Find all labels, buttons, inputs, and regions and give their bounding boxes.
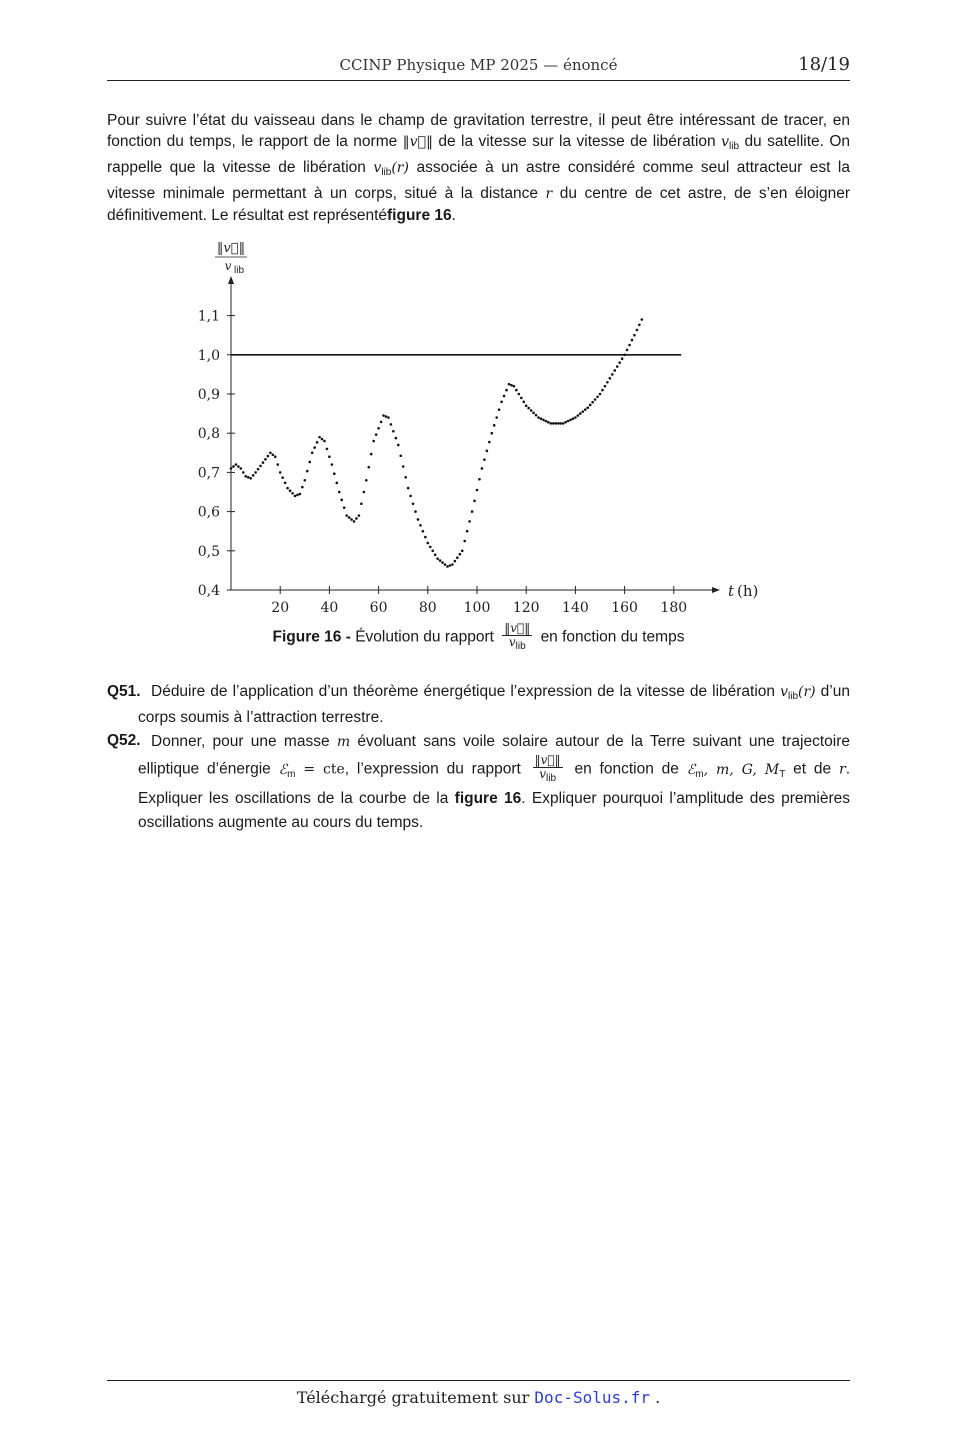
data-point: [281, 476, 284, 479]
intro-text-3: du satellite. On rappelle que la vitesse de libération: [107, 133, 851, 176]
data-point: [581, 410, 584, 413]
data-point: [564, 421, 567, 424]
intro-text-2: de la vitesse sur la vitesse de libération: [438, 133, 716, 150]
data-point: [365, 479, 368, 482]
page-header: [107, 54, 850, 81]
y-axis-label-numerator: ‖v⃗‖: [216, 241, 246, 256]
data-point: [431, 550, 434, 553]
data-point: [414, 510, 417, 513]
data-point: [486, 450, 489, 453]
data-points: [230, 318, 643, 568]
data-point: [525, 404, 528, 407]
data-point: [318, 436, 321, 439]
data-point: [353, 520, 356, 523]
data-point: [493, 424, 496, 427]
data-point: [385, 415, 388, 418]
data-point: [345, 514, 348, 517]
data-point: [500, 401, 503, 404]
x-tick-label: 100: [463, 600, 491, 616]
data-point: [417, 518, 420, 521]
data-point: [589, 404, 592, 407]
data-point: [240, 467, 243, 470]
data-point: [552, 422, 555, 425]
data-point: [458, 553, 461, 556]
data-point: [527, 407, 530, 410]
data-point: [363, 491, 366, 494]
data-point: [562, 422, 565, 425]
data-point: [446, 565, 449, 568]
data-point: [547, 421, 550, 424]
data-point: [257, 468, 260, 471]
data-point: [286, 487, 289, 490]
y-axis-arrow: [228, 276, 234, 284]
data-point: [478, 478, 481, 481]
data-point: [483, 458, 486, 461]
data-point: [372, 440, 375, 443]
data-point: [254, 471, 257, 474]
data-point: [567, 420, 570, 423]
data-point: [641, 318, 644, 321]
data-point: [367, 466, 370, 469]
data-point: [313, 446, 316, 449]
x-tick-label: 120: [512, 600, 540, 616]
y-tick-label: 0,9: [197, 387, 220, 403]
data-point: [468, 520, 471, 523]
data-point: [621, 357, 624, 360]
data-point: [370, 453, 373, 456]
data-point: [591, 401, 594, 404]
data-point: [380, 421, 383, 424]
data-point: [569, 419, 572, 422]
data-point: [606, 381, 609, 384]
data-point: [518, 393, 521, 396]
data-point: [289, 489, 292, 492]
data-point: [424, 536, 427, 539]
data-point: [532, 412, 535, 415]
data-point: [530, 409, 533, 412]
data-point: [545, 420, 548, 423]
data-point: [355, 517, 358, 520]
data-point: [505, 389, 508, 392]
data-point: [304, 479, 307, 482]
data-point: [311, 452, 314, 455]
y-axis-label-sub: lib: [234, 265, 245, 276]
x-tick-label: 60: [369, 600, 388, 616]
data-point: [510, 384, 513, 387]
data-point: [454, 560, 457, 563]
data-point: [328, 455, 331, 458]
data-point: [441, 561, 444, 564]
data-point: [235, 463, 238, 466]
data-point: [358, 514, 361, 517]
data-point: [520, 397, 523, 400]
data-point: [348, 516, 351, 519]
data-point: [338, 491, 341, 494]
question-label: Q52.: [107, 732, 141, 749]
data-point: [557, 422, 560, 425]
data-point: [604, 385, 607, 388]
data-point: [535, 414, 538, 417]
data-point: [594, 398, 597, 401]
data-point: [294, 495, 297, 498]
data-point: [252, 474, 255, 477]
data-point: [577, 414, 580, 417]
data-point: [326, 448, 329, 451]
data-point: [404, 476, 407, 479]
data-point: [636, 329, 639, 332]
x-tick-label: 20: [271, 600, 290, 616]
data-point: [586, 406, 589, 409]
data-point: [481, 467, 484, 470]
chart-axes: [228, 276, 720, 593]
data-point: [542, 419, 545, 422]
x-tick-label: 160: [611, 600, 638, 616]
data-point: [633, 334, 636, 337]
y-tick-label: 1,0: [197, 347, 220, 364]
data-point: [301, 486, 304, 489]
page-number: 18/19: [798, 54, 850, 75]
axis-labels: [215, 241, 758, 600]
data-point: [264, 458, 267, 461]
data-point: [333, 472, 336, 475]
data-point: [331, 463, 334, 466]
data-point: [409, 495, 412, 498]
doc-solus-link[interactable]: Doc-Solus.fr: [534, 1388, 651, 1407]
data-point: [456, 556, 459, 559]
data-point: [613, 369, 616, 372]
data-point: [306, 470, 309, 473]
y-tick-label: 0,4: [197, 583, 220, 599]
data-point: [498, 408, 501, 411]
y-tick-label: 0,5: [197, 543, 220, 560]
data-point: [316, 441, 319, 444]
data-point: [584, 408, 587, 411]
intro-text-1: Pour suivre l’état du vaisseau dans le champ de gravitation terrestre, il peut être intéressant de tracer, en fonction du temps, le rapport de la norme: [107, 112, 850, 150]
data-point: [463, 540, 466, 543]
data-point: [522, 401, 525, 404]
y-axis-label-denominator: v: [224, 259, 232, 273]
data-point: [616, 365, 619, 368]
caption-fraction: $\frac{‖v⃗‖}{v_{lib}}$: [504, 621, 531, 652]
data-point: [444, 563, 447, 566]
data-point: [599, 393, 602, 396]
data-point: [237, 465, 240, 468]
figure-16-chart: [180, 228, 780, 628]
data-point: [488, 441, 491, 444]
y-tick-label: 0,8: [197, 426, 220, 443]
data-point: [429, 546, 432, 549]
y-tick-label: 0,7: [197, 465, 220, 482]
data-point: [449, 564, 452, 567]
data-point: [466, 530, 469, 533]
data-point: [540, 417, 543, 420]
data-point: [262, 461, 265, 464]
data-point: [596, 395, 599, 398]
intro-text-5: du centre de cet astre, de s’en éloigner définitivement. Le résultat est représenté: [107, 185, 850, 224]
data-point: [269, 452, 272, 455]
data-point: [387, 416, 390, 419]
data-point: [503, 395, 506, 398]
data-point: [574, 416, 577, 419]
norm-v-symbol: ‖v⃗‖: [402, 134, 433, 150]
question-label: Q51.: [107, 683, 141, 700]
data-point: [419, 524, 422, 527]
data-point: [513, 385, 516, 388]
x-tick-label: 180: [660, 600, 688, 616]
data-point: [439, 559, 442, 562]
data-point: [323, 440, 326, 443]
data-point: [242, 471, 245, 474]
data-point: [618, 361, 621, 364]
y-tick-label: 1,1: [197, 308, 220, 325]
data-point: [412, 502, 415, 505]
data-point: [399, 454, 402, 457]
data-point: [628, 344, 631, 347]
data-point: [631, 339, 634, 342]
caption-label: Figure 16 -: [272, 628, 351, 646]
data-point: [343, 506, 346, 509]
data-point: [267, 455, 270, 458]
data-point: [402, 465, 405, 468]
data-point: [291, 492, 294, 495]
data-point: [395, 437, 398, 440]
data-point: [623, 354, 626, 357]
data-point: [299, 493, 302, 496]
header-title: CCINP Physique MP 2025 — énoncé: [339, 56, 618, 74]
data-point: [232, 465, 235, 468]
data-point: [272, 453, 275, 456]
data-point: [397, 444, 400, 447]
data-point: [473, 500, 476, 503]
data-point: [451, 563, 454, 566]
data-point: [350, 518, 353, 521]
data-point: [276, 463, 279, 466]
x-tick-label: 80: [418, 600, 437, 616]
x-tick-label: 40: [320, 600, 339, 616]
data-point: [321, 438, 324, 441]
figure-reference: figure 16: [387, 207, 452, 224]
data-point: [476, 489, 479, 492]
data-point: [296, 494, 299, 497]
data-point: [284, 482, 287, 485]
data-point: [638, 323, 641, 326]
y-tick-label: 0,6: [197, 504, 220, 521]
data-point: [247, 476, 250, 479]
vlib-symbol: $v_{lib}$: [721, 134, 740, 152]
data-point: [508, 383, 511, 386]
data-point: [382, 414, 385, 417]
r-symbol: r: [545, 186, 553, 202]
data-point: [550, 422, 553, 425]
data-point: [559, 422, 562, 425]
data-point: [422, 530, 425, 533]
x-axis-label: t: [728, 582, 735, 600]
x-tick-label: 140: [562, 600, 589, 616]
data-point: [436, 557, 439, 560]
data-point: [461, 550, 464, 553]
data-point: [611, 373, 614, 376]
data-point: [308, 461, 311, 464]
question-51: Q51. Déduire de l’application d’un théorème énergétique l’expression de la vitesse de libération $v_{lib}(r)$ d’un corps soumis à l’attraction terrestre.: [107, 683, 850, 726]
data-point: [340, 499, 343, 502]
data-point: [579, 412, 582, 415]
data-point: [537, 416, 540, 419]
data-point: [407, 487, 410, 490]
data-point: [490, 432, 493, 435]
data-point: [495, 416, 498, 419]
data-point: [279, 471, 282, 474]
figure-caption: Figure 16 - Évolution du rapport $\frac{‖v⃗‖}{v_{lib}}$ en fonction du temps: [272, 621, 685, 652]
vlib-r-symbol: $v_{lib}(r)$: [373, 160, 409, 178]
x-axis-arrow: [712, 587, 720, 593]
data-point: [601, 389, 604, 392]
data-point: [259, 465, 262, 468]
x-axis-unit: (h): [737, 582, 759, 600]
data-point: [515, 389, 518, 392]
page-footer: Téléchargé gratuitement sur Doc-Solus.fr .: [107, 1380, 850, 1407]
data-point: [377, 427, 380, 430]
data-point: [471, 510, 474, 513]
data-point: [554, 422, 557, 425]
data-point: [609, 377, 612, 380]
intro-paragraph: Pour suivre l’état du vaisseau dans le champ de gravitation terrestre, il peut être intéressant de tracer, en fonction du temps, le rapport de la norme ‖v⃗‖ de la vitesse sur la vitesse de libération $v_{lib}$ du satellite. On rappelle que la vitesse de libération $v_{lib}(r)$ associée à un astre considéré comme seul attracteur est la vitesse minimale permettant à un corps, situé à la distance r du centre de cet astre, de s’en éloigner définitivement. Le résultat est représentéfigure 16.: [107, 112, 851, 224]
intro-text-4: associée à un astre considéré comme seul attracteur est la vitesse minimale permettant à un corps, situé à la distance: [107, 159, 850, 202]
data-point: [249, 477, 252, 480]
data-point: [392, 430, 395, 433]
data-point: [335, 482, 338, 485]
data-point: [230, 467, 233, 470]
data-point: [427, 542, 430, 545]
data-point: [375, 433, 378, 436]
question-52: Q52. Donner, pour une masse m évoluant sans voile solaire autour de la Terre suivant une trajectoire elliptique d’énergie ℰ$_m$ = cte, l’expression du rapport $\frac{‖v⃗‖}{v_{lib}}$ en fonction de ℰ$_m$, m, G, $M_T$ et de r. Expliquer les oscillations de la courbe de la figure 16. Expliquer pourquoi l’amplitude des premières oscillations augmente au cours du temps.: [107, 732, 851, 831]
data-point: [274, 455, 277, 458]
data-point: [572, 417, 575, 420]
data-point: [434, 553, 437, 556]
data-point: [360, 502, 363, 505]
data-point: [390, 423, 393, 426]
data-point: [244, 475, 247, 478]
footer-text: Téléchargé gratuitement sur: [296, 1388, 530, 1407]
data-point: [626, 349, 629, 352]
